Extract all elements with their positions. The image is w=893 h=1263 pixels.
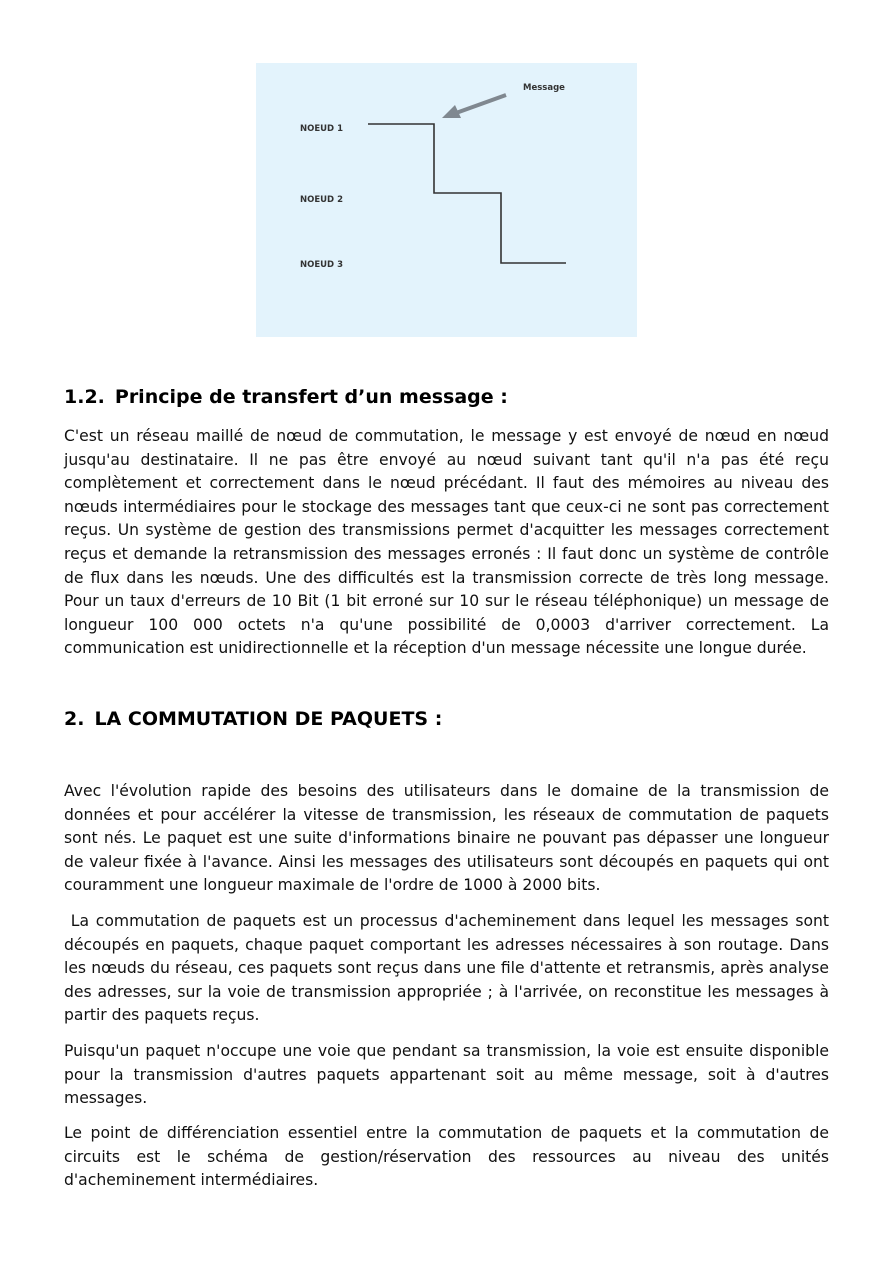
- section-2-paragraph-1: Avec l'évolution rapide des besoins des utilisateurs dans le domaine de la transmission de données et pour accélérer la vitesse de transmission, les réseaux de commutation de paquets sont nés. Le paquet est une suite d'informations binaire ne pouvant pas dépasser une longueur de valeur fixée à l'avance. Ainsi les messages des utilisateurs sont découpés en paquets qui ont couramment une longueur maximale de l'ordre de 1000 à 2000 bits.: [64, 782, 829, 895]
- node-1-label: NOEUD 1: [300, 124, 343, 134]
- section-1-2-title: Principe de transfert d’un message :: [114, 386, 508, 408]
- section-2-title: LA COMMUTATION DE PAQUETS :: [94, 708, 443, 730]
- section-1-2-heading: [64, 386, 508, 408]
- section-1-2-number: 1.2.: [64, 386, 105, 408]
- section-1-2-paragraph: C'est un réseau maillé de nœud de commutation, le message y est envoyé de nœud en nœud jusqu'au destinataire. Il ne pas être envoyé au nœud suivant tant qu'il n'a pas été reçu complètement et correctement dans le nœud précédant. Il faut des mémoires au niveau des nœuds intermédiaires pour le stockage des messages tant que ceux-ci ne sont pas correctement reçus. Un système de gestion des transmissions permet d'acquitter les messages correctement reçus et demande la retransmission des messages erronés : Il faut donc un système de contrôle de flux dans les nœuds. Une des difficultés est la transmission correcte de très long message. Pour un taux d'erreurs de 10 Bit (1 bit erroné sur 10 sur le réseau téléphonique) un message de longueur 100 000 octets n'a qu'une possibilité de 0,0003 d'arriver correctement. La communication est unidirectionnelle et la réception d'un message nécessite une longue durée.: [64, 427, 829, 658]
- section-2-paragraph-4: Le point de différenciation essentiel entre la commutation de paquets et la commutation de circuits est le schéma de gestion/réservation des ressources au niveau des unités d'acheminement intermédiaires.: [64, 1124, 829, 1190]
- message-arrow-shaft: [456, 95, 506, 113]
- message-label: Message: [523, 83, 565, 93]
- section-2-number: 2.: [64, 708, 85, 730]
- node-3-label: NOEUD 3: [300, 260, 343, 270]
- section-2-paragraph-3: Puisqu'un paquet n'occupe une voie que pendant sa transmission, la voie est ensuite disponible pour la transmission d'autres paquets appartenant soit au même message, soit à d'autres messages.: [64, 1042, 829, 1108]
- message-path-line: [368, 124, 566, 263]
- node-2-label: NOEUD 2: [300, 195, 343, 205]
- diagram-svg: [256, 63, 637, 337]
- section-2-paragraph-2: La commutation de paquets est un processus d'acheminement dans lequel les messages sont découpés en paquets, chaque paquet comportant les adresses nécessaires à son routage. Dans les nœuds du réseau, ces paquets sont reçus dans une file d'attente et retransmis, après analyse des adresses, sur la voie de transmission appropriée ; à l'arrivée, on reconstitue les messages à partir des paquets reçus.: [64, 912, 834, 1025]
- section-2-heading: [64, 708, 442, 730]
- message-switching-diagram: [256, 63, 637, 337]
